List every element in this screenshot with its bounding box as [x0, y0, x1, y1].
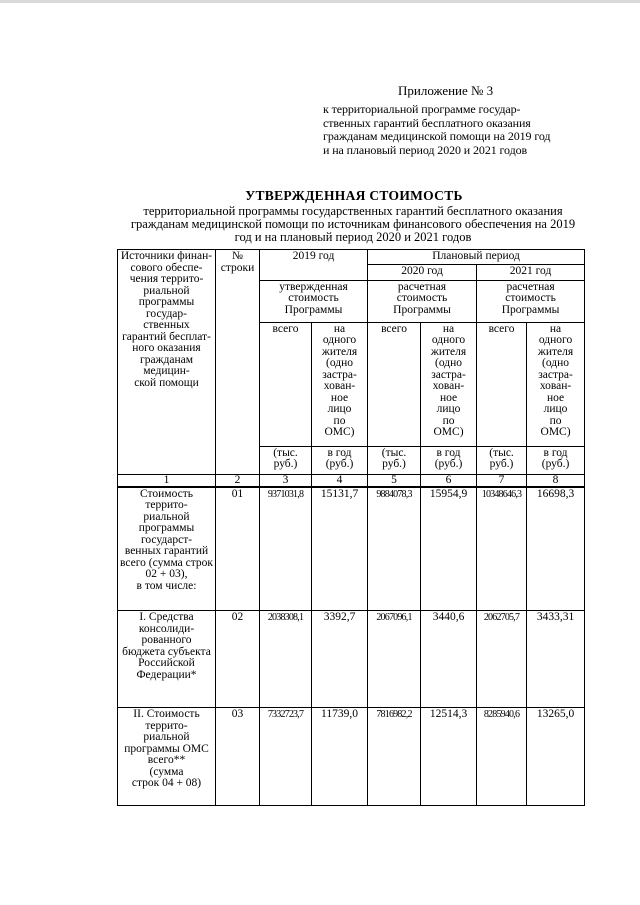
cell-2020-total: 9884078,3: [368, 487, 421, 611]
header-total-2021: всего: [477, 322, 527, 446]
header-planned-period: Плановый период: [368, 250, 585, 265]
header-per-resident-2020: на одного жителя (одно застра- хован- ное лицо по ОМС): [421, 322, 477, 446]
header-unit-total-2020: (тыс. руб.): [368, 446, 421, 474]
header-estimated-cost-2021: расчетная стоимость Программы: [477, 280, 585, 322]
cell-2020-total: 2067096,1: [368, 611, 421, 708]
appendix-subtitle: к территориальной программе государ- ственных гарантий бесплатного оказания гражданам медицинской помощи на 2019 год и на плановый период 2020 и 2021 годов: [323, 102, 551, 157]
cell-2020-per-resident: 3440,6: [421, 611, 477, 708]
header-unit-total-2021: (тыс. руб.): [477, 446, 527, 474]
column-number: 2: [216, 474, 260, 487]
cell-2019-total: 2038308,1: [260, 611, 312, 708]
table-row: [118, 611, 585, 708]
cell-2021-total: 2062705,7: [477, 611, 527, 708]
cell-2019-per-resident: 15131,7: [312, 487, 368, 611]
cell-2020-per-resident: 12514,3: [421, 708, 477, 806]
cost-table: [117, 249, 585, 806]
cell-2020-per-resident: 15954,9: [421, 487, 477, 611]
column-number: 1: [118, 474, 216, 487]
appendix-label: Приложение № 3: [398, 83, 494, 98]
cell-2019-total: 7332723,7: [260, 708, 312, 806]
column-number: 7: [477, 474, 527, 487]
table-row: [118, 487, 585, 611]
row-label: I. Средства консолиди- рованного бюджета субъекта Российской Федерации*: [118, 611, 216, 708]
table-row: [118, 708, 585, 806]
cell-2019-per-resident: 3392,7: [312, 611, 368, 708]
column-number: 3: [260, 474, 312, 487]
row-code: 03: [216, 708, 260, 806]
column-number: 8: [527, 474, 585, 487]
header-unit-per-2019: в год (руб.): [312, 446, 368, 474]
header-unit-total-2019: (тыс. руб.): [260, 446, 312, 474]
cell-2021-per-resident: 13265,0: [527, 708, 585, 806]
header-total-2020: всего: [368, 322, 421, 446]
cell-2021-per-resident: 16698,3: [527, 487, 585, 611]
cell-2020-total: 7816982,2: [368, 708, 421, 806]
header-approved-cost: утвержденная стоимость Программы: [260, 280, 368, 322]
header-total-2019: всего: [260, 322, 312, 446]
column-number: 6: [421, 474, 477, 487]
row-label: Стоимость террито- риальной программы государст- венных гарантий всего (сумма строк 02 + 03), в том числе:: [118, 487, 216, 611]
header-year-2019: 2019 год: [260, 250, 368, 281]
document-heading: УТВЕРЖДЕННАЯ СТОИМОСТЬ: [245, 188, 463, 203]
cell-2019-per-resident: 11739,0: [312, 708, 368, 806]
scan-edge-line: [0, 0, 640, 3]
row-code: 01: [216, 487, 260, 611]
cell-2021-total: 10348646,3: [477, 487, 527, 611]
header-per-resident-2021: на одного жителя (одно застра- хован- ное лицо по ОМС): [527, 322, 585, 446]
header-per-resident-2019: на одного жителя (одно застра- хован- ное лицо по ОМС): [312, 322, 368, 446]
row-label: II. Стоимость террито- риальной программы ОМС всего** (сумма строк 04 + 08): [118, 708, 216, 806]
cell-2021-per-resident: 3433,31: [527, 611, 585, 708]
document-description: территориальной программы государственных гарантий бесплатного оказания гражданам медицинской помощи по источникам финансового обеспечения на 2019 год и на плановый период 2020 и 2021 годов: [130, 204, 576, 244]
row-code: 02: [216, 611, 260, 708]
header-year-2021: 2021 год: [477, 264, 585, 280]
header-unit-per-2020: в год (руб.): [421, 446, 477, 474]
header-year-2020: 2020 год: [368, 264, 477, 280]
header-estimated-cost-2020: расчетная стоимость Программы: [368, 280, 477, 322]
cell-2019-total: 9371031,8: [260, 487, 312, 611]
header-sources: Источники финан- сового обеспе- чения террито- риальной программы государ- ственных гарантий бесплат- ного оказания гражданам медицин- ской помощи: [118, 250, 216, 475]
header-row-number: № строки: [216, 250, 260, 475]
cell-2021-total: 8285940,6: [477, 708, 527, 806]
header-unit-per-2021: в год (руб.): [527, 446, 585, 474]
column-number: 4: [312, 474, 368, 487]
column-number: 5: [368, 474, 421, 487]
